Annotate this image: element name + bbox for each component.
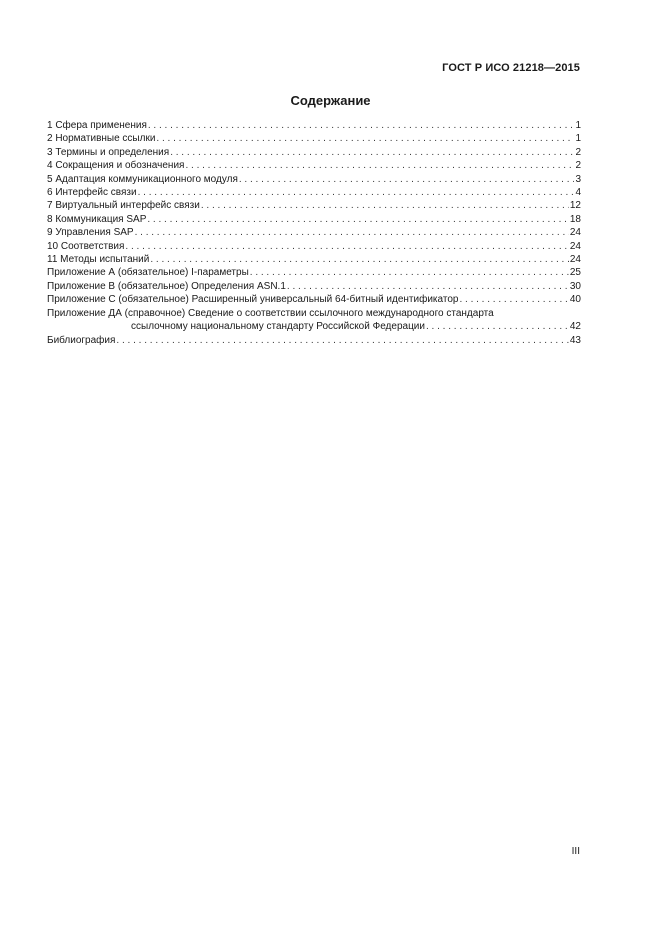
toc-entry-page: 1 — [575, 120, 581, 131]
leader-dots — [170, 146, 574, 159]
leader-dots — [459, 293, 568, 306]
toc-entry[interactable] — [47, 186, 581, 199]
toc-entry[interactable] — [47, 280, 581, 293]
toc-entry-label: Приложение ДА (справочное) Сведение о соответствии ссылочного международного стандарта — [47, 307, 494, 319]
leader-dots — [426, 320, 569, 333]
toc-entry[interactable] — [47, 253, 581, 266]
toc-entry-page: 24 — [569, 227, 581, 239]
toc-entry-page: 4 — [575, 187, 581, 199]
toc-entry-page: 1 — [575, 133, 581, 145]
toc-entry[interactable] — [47, 146, 581, 159]
toc-entry-label: 10 Соответствия — [47, 240, 125, 252]
toc-entry-label: 5 Адаптация коммуникационного модуля — [47, 173, 238, 185]
leader-dots — [156, 132, 574, 145]
toc-entry[interactable] — [47, 293, 581, 306]
toc-entry-page: 12 — [569, 200, 581, 212]
toc-entry-page: 3 — [575, 173, 581, 185]
toc-entry[interactable] — [47, 213, 581, 226]
toc-entry[interactable] — [47, 266, 581, 279]
toc-entry-label: 6 Интерфейс связи — [47, 187, 137, 199]
toc-entry-page: 43 — [569, 334, 581, 346]
toc-entry-label: Приложение С (обязательное) Расширенный универсальный 64-битный идентификатор — [47, 294, 459, 306]
toc-entry[interactable] — [47, 132, 581, 145]
leader-dots — [150, 253, 569, 266]
toc-entry-label: 9 Управления SAP — [47, 227, 134, 239]
table-of-contents — [47, 119, 581, 347]
toc-entry-label: Библиография — [47, 334, 116, 346]
toc-entry[interactable] — [47, 320, 581, 333]
toc-entry-page: 25 — [569, 267, 581, 279]
leader-dots — [250, 266, 569, 279]
toc-entry[interactable] — [47, 240, 581, 253]
toc-entry-page: 30 — [569, 280, 581, 292]
toc-entry-label: 11 Методы испытаний — [47, 254, 150, 266]
page-title: Содержание — [290, 93, 371, 108]
page-number: III — [571, 846, 580, 857]
toc-entry-label: 2 Нормативные ссылки — [47, 133, 156, 145]
toc-entry[interactable] — [47, 159, 581, 172]
toc-entry-label: Приложение А (обязательное) I-параметры — [47, 267, 249, 279]
toc-entry-first-line[interactable] — [47, 307, 581, 320]
leader-dots — [287, 280, 569, 293]
toc-entry-label: 3 Термины и определения — [47, 146, 170, 158]
leader-dots — [125, 240, 568, 253]
standard-code: ГОСТ Р ИСО 21218—2015 — [442, 62, 580, 74]
toc-entry[interactable] — [47, 226, 581, 239]
leader-dots — [185, 159, 574, 172]
toc-entry-page: 40 — [569, 294, 581, 306]
toc-entry-label: 8 Коммуникация SAP — [47, 213, 147, 225]
leader-dots — [147, 213, 569, 226]
toc-entry-label: 4 Сокращения и обозначения — [47, 160, 185, 172]
toc-entry[interactable] — [47, 173, 581, 186]
leader-dots — [116, 334, 568, 347]
leader-dots — [135, 226, 569, 239]
toc-entry-page: 24 — [569, 254, 581, 266]
toc-entry-page: 42 — [569, 321, 581, 333]
leader-dots — [201, 199, 569, 212]
toc-entry-page: 24 — [569, 240, 581, 252]
toc-entry-label: 1 Сфера применения — [47, 120, 147, 131]
toc-entry[interactable] — [47, 119, 581, 132]
toc-entry-page: 18 — [569, 213, 581, 225]
toc-entry[interactable] — [47, 199, 581, 212]
toc-entry[interactable] — [47, 334, 581, 347]
toc-entry-page: 2 — [575, 146, 581, 158]
leader-dots — [148, 119, 575, 132]
toc-entry-page: 2 — [575, 160, 581, 172]
toc-entry-label-continuation: ссылочному национальному стандарту Российской Федерации — [131, 321, 425, 333]
toc-entry-label: Приложение В (обязательное) Определения ASN.1 — [47, 280, 286, 292]
toc-entry-label: 7 Виртуальный интерфейс связи — [47, 200, 200, 212]
leader-dots — [239, 173, 575, 186]
leader-dots — [138, 186, 575, 199]
